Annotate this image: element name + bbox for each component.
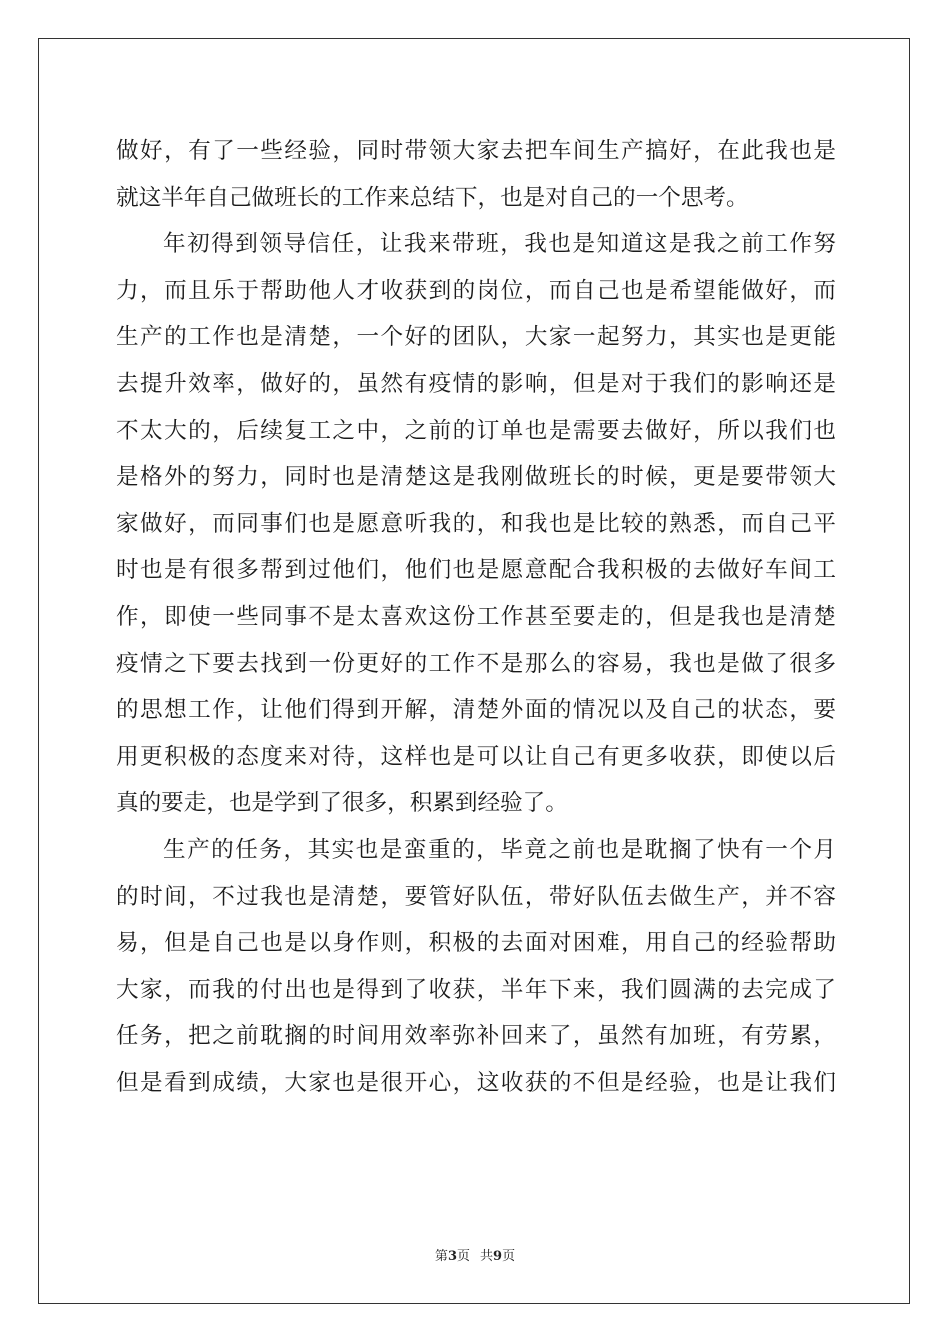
paragraph-start-line: 生产的任务，其实也是蛮重的，毕竟之前也是耽搁了快有一个月 <box>163 836 836 863</box>
text-line: 用更积极的态度来对待，这样也是可以让自己有更多收获，即使以后 <box>116 743 836 770</box>
text-line: 易，但是自己也是以身作则，积极的去面对困难，用自己的经验帮助 <box>116 930 836 957</box>
current-page-number: 3 <box>447 1249 457 1264</box>
text-line: 就这半年自己做班长的工作来总结下，也是对自己的一个思考。 <box>116 184 749 211</box>
text-line: 但是看到成绩，大家也是很开心，这收获的不但是经验，也是让我们 <box>116 1069 836 1096</box>
text-line: 的思想工作，让他们得到开解，清楚外面的情况以及自己的状态，要 <box>116 697 836 724</box>
document-body <box>116 128 836 1106</box>
text-line: 力，而且乐于帮助他人才收获到的岗位，而自己也是希望能做好，而 <box>116 277 836 304</box>
total-page-count: 9 <box>493 1249 503 1264</box>
text-line: 生产的工作也是清楚，一个好的团队，大家一起努力，其实也是更能 <box>116 324 836 351</box>
text-line: 去提升效率，做好的，虽然有疫情的影响，但是对于我们的影响还是 <box>116 370 836 397</box>
text-line: 做好，有了一些经验，同时带领大家去把车间生产搞好，在此我也是 <box>116 138 836 164</box>
text-line: 任务，把之前耽搁的时间用效率弥补回来了，虽然有加班，有劳累， <box>116 1023 836 1050</box>
text-line: 的时间，不过我也是清楚，要管好队伍，带好队伍去做生产，并不容 <box>116 883 836 910</box>
page-prefix: 第 <box>434 1249 448 1264</box>
paragraph-start-line: 年初得到领导信任，让我来带班，我也是知道这是我之前工作努 <box>163 231 836 258</box>
text-line: 作，即使一些同事不是太喜欢这份工作甚至要走的，但是我也是清楚 <box>116 603 836 630</box>
total-prefix: 共 <box>480 1249 494 1264</box>
text-line: 不太大的，后续复工之中，之前的订单也是需要去做好，所以我们也 <box>116 417 836 444</box>
total-label: 页 <box>502 1249 516 1264</box>
text-line: 大家，而我的付出也是得到了收获，半年下来，我们圆满的去完成了 <box>116 976 836 1003</box>
text-line: 是格外的努力，同时也是清楚这是我刚做班长的时候，更是要带领大 <box>116 464 836 491</box>
text-line: 疫情之下要去找到一份更好的工作不是那么的容易，我也是做了很多 <box>116 650 836 677</box>
text-line: 时也是有很多帮到过他们，他们也是愿意配合我积极的去做好车间工 <box>116 557 836 584</box>
text-line: 真的要走，也是学到了很多，积累到经验了。 <box>116 790 568 817</box>
page-number-footer <box>0 1245 950 1264</box>
text-line: 家做好，而同事们也是愿意听我的，和我也是比较的熟悉，而自己平 <box>116 510 836 537</box>
page-label: 页 <box>456 1249 470 1264</box>
